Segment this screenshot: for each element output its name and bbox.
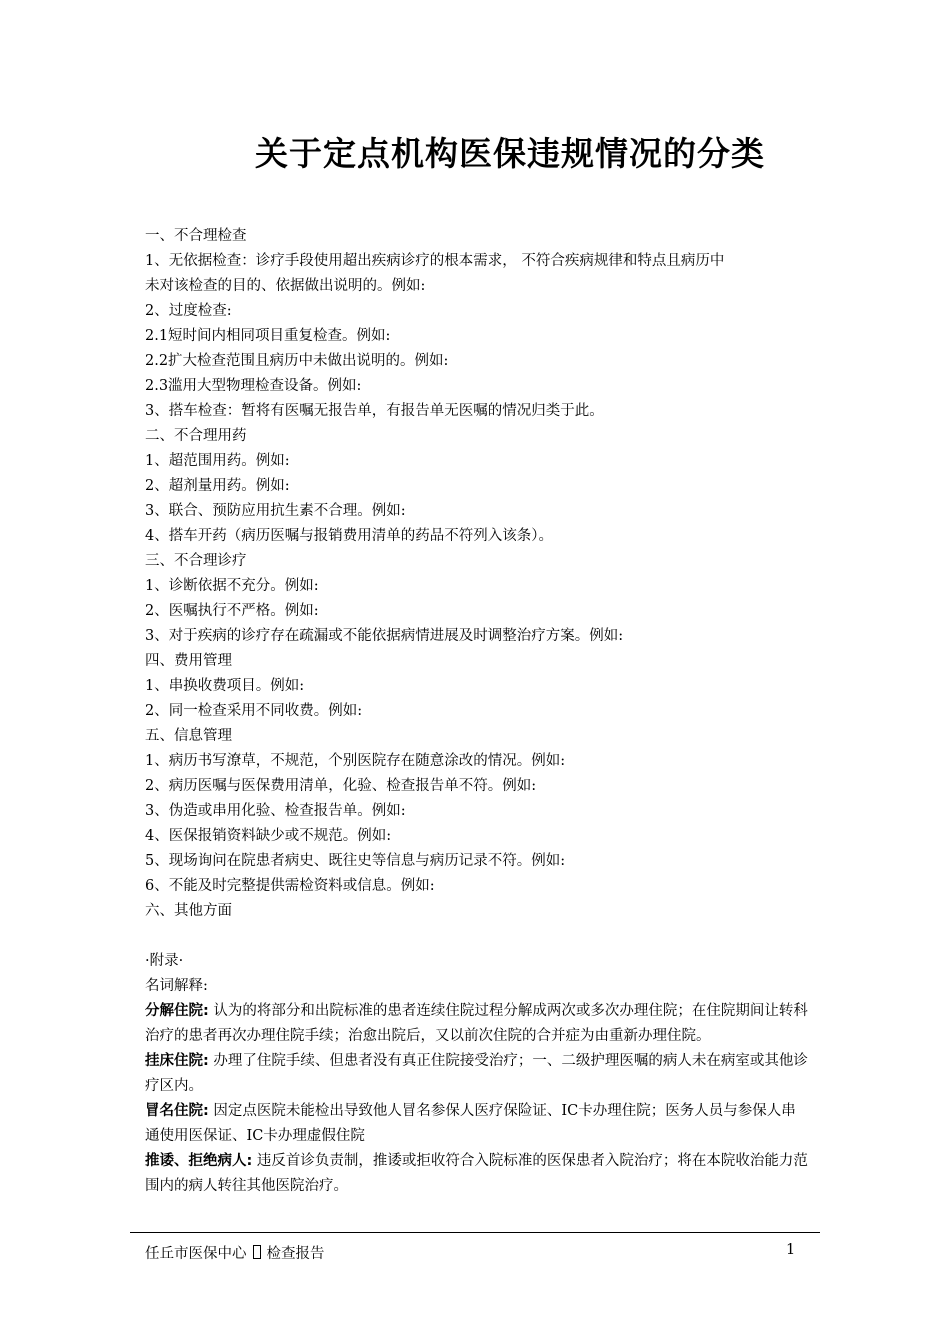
list-item: 1、超范围用药。例如:	[145, 453, 290, 469]
term-definitions	[145, 999, 810, 1199]
list-item: 2、超剂量用药。例如:	[145, 478, 290, 494]
list-item: 六、其他方面	[145, 903, 232, 919]
term-label: 推诿、拒绝病人:	[145, 1153, 253, 1169]
term-label: 冒名住院:	[145, 1103, 209, 1119]
list-item: 4、医保报销资料缺少或不规范。例如:	[145, 828, 392, 844]
list-item: 1、无依据检查：诊疗手段使用超出疾病诊疗的根本需求， 不符合疾病规律和特点且病历中	[145, 253, 725, 269]
spacer	[145, 924, 810, 949]
document-body	[145, 224, 810, 1199]
list-item: 一、不合理检查	[145, 228, 247, 244]
term-definition	[145, 999, 810, 1049]
list-item: 4、搭车开药（病历医嘱与报销费用清单的药品不符列入该条）。	[145, 528, 553, 544]
list-item: 2、病历医嘱与医保费用清单，化验、检查报告单不符。例如:	[145, 778, 537, 794]
list-item: 2.1短时间内相同项目重复检查。例如:	[145, 328, 391, 344]
footer-org: 任丘市医保中心	[145, 1246, 247, 1262]
list-item: 二、不合理用药	[145, 428, 247, 444]
footer-report: 检查报告	[266, 1246, 325, 1262]
footer-divider	[130, 1232, 820, 1233]
term-definition	[145, 1049, 810, 1099]
list-item: 2.2扩大检查范围且病历中未做出说明的。例如:	[145, 353, 449, 369]
term-label: 挂床住院:	[145, 1053, 209, 1069]
list-item: 1、诊断依据不充分。例如:	[145, 578, 319, 594]
appendix-subheading: 名词解释:	[145, 978, 208, 994]
list-item: 1、病历书写潦草，不规范，个别医院存在随意涂改的情况。例如:	[145, 753, 566, 769]
appendix-heading: ·附录·	[145, 953, 184, 969]
list-item: 2.3滥用大型物理检查设备。例如:	[145, 378, 362, 394]
list-item: 2、过度检查:	[145, 303, 232, 319]
document-title: 关于定点机构医保违规情况的分类	[255, 134, 765, 173]
list-item: 3、对于疾病的诊疗存在疏漏或不能依据病情进展及时调整治疗方案。例如:	[145, 628, 624, 644]
list-item: 6、不能及时完整提供需检资料或信息。例如:	[145, 878, 435, 894]
list-item: 3、联合、预防应用抗生素不合理。例如:	[145, 503, 406, 519]
list-item: 五、信息管理	[145, 728, 232, 744]
list-item: 3、搭车检查：暂将有医嘱无报告单，有报告单无医嘱的情况归类于此。	[145, 403, 604, 419]
list-item: 四、费用管理	[145, 653, 232, 669]
term-text: 违反首诊负责制，推诿或拒收符合入院标准的医保患者入院治疗；将在本院收治能力范围内的病人转往其他医院治疗。	[145, 1153, 808, 1194]
term-definition	[145, 1099, 810, 1149]
page-number: 1	[786, 1242, 796, 1258]
term-text: 因定点医院未能检出导致他人冒名参保人医疗保险证、IC卡办理住院；医务人员与参保人串通使用医保证、IC卡办理虚假住院	[145, 1103, 796, 1144]
list-item: 3、伪造或串用化验、检查报告单。例如:	[145, 803, 406, 819]
term-text: 办理了住院手续、但患者没有真正住院接受治疗；一、二级护理医嘱的病人未在病室或其他诊疗区内。	[145, 1053, 808, 1094]
list-item: 1、串换收费项目。例如:	[145, 678, 305, 694]
term-label: 分解住院:	[145, 1003, 209, 1019]
term-text: 认为的将部分和出院标准的患者连续住院过程分解成两次或多次办理住院；在住院期间让转科治疗的患者再次办理住院手续；治愈出院后，又以前次住院的合并症为由重新办理住院。	[145, 1003, 808, 1044]
list-item: 未对该检查的目的、依据做出说明的。例如:	[145, 278, 426, 294]
box-glyph-icon	[253, 1245, 261, 1259]
list-item: 2、同一检查采用不同收费。例如:	[145, 703, 363, 719]
term-definition	[145, 1149, 810, 1199]
classification-list	[145, 224, 810, 924]
list-item: 三、不合理诊疗	[145, 553, 247, 569]
footer-label	[145, 1242, 325, 1263]
list-item: 5、现场询问在院患者病史、既往史等信息与病历记录不符。例如:	[145, 853, 566, 869]
list-item: 2、医嘱执行不严格。例如:	[145, 603, 319, 619]
